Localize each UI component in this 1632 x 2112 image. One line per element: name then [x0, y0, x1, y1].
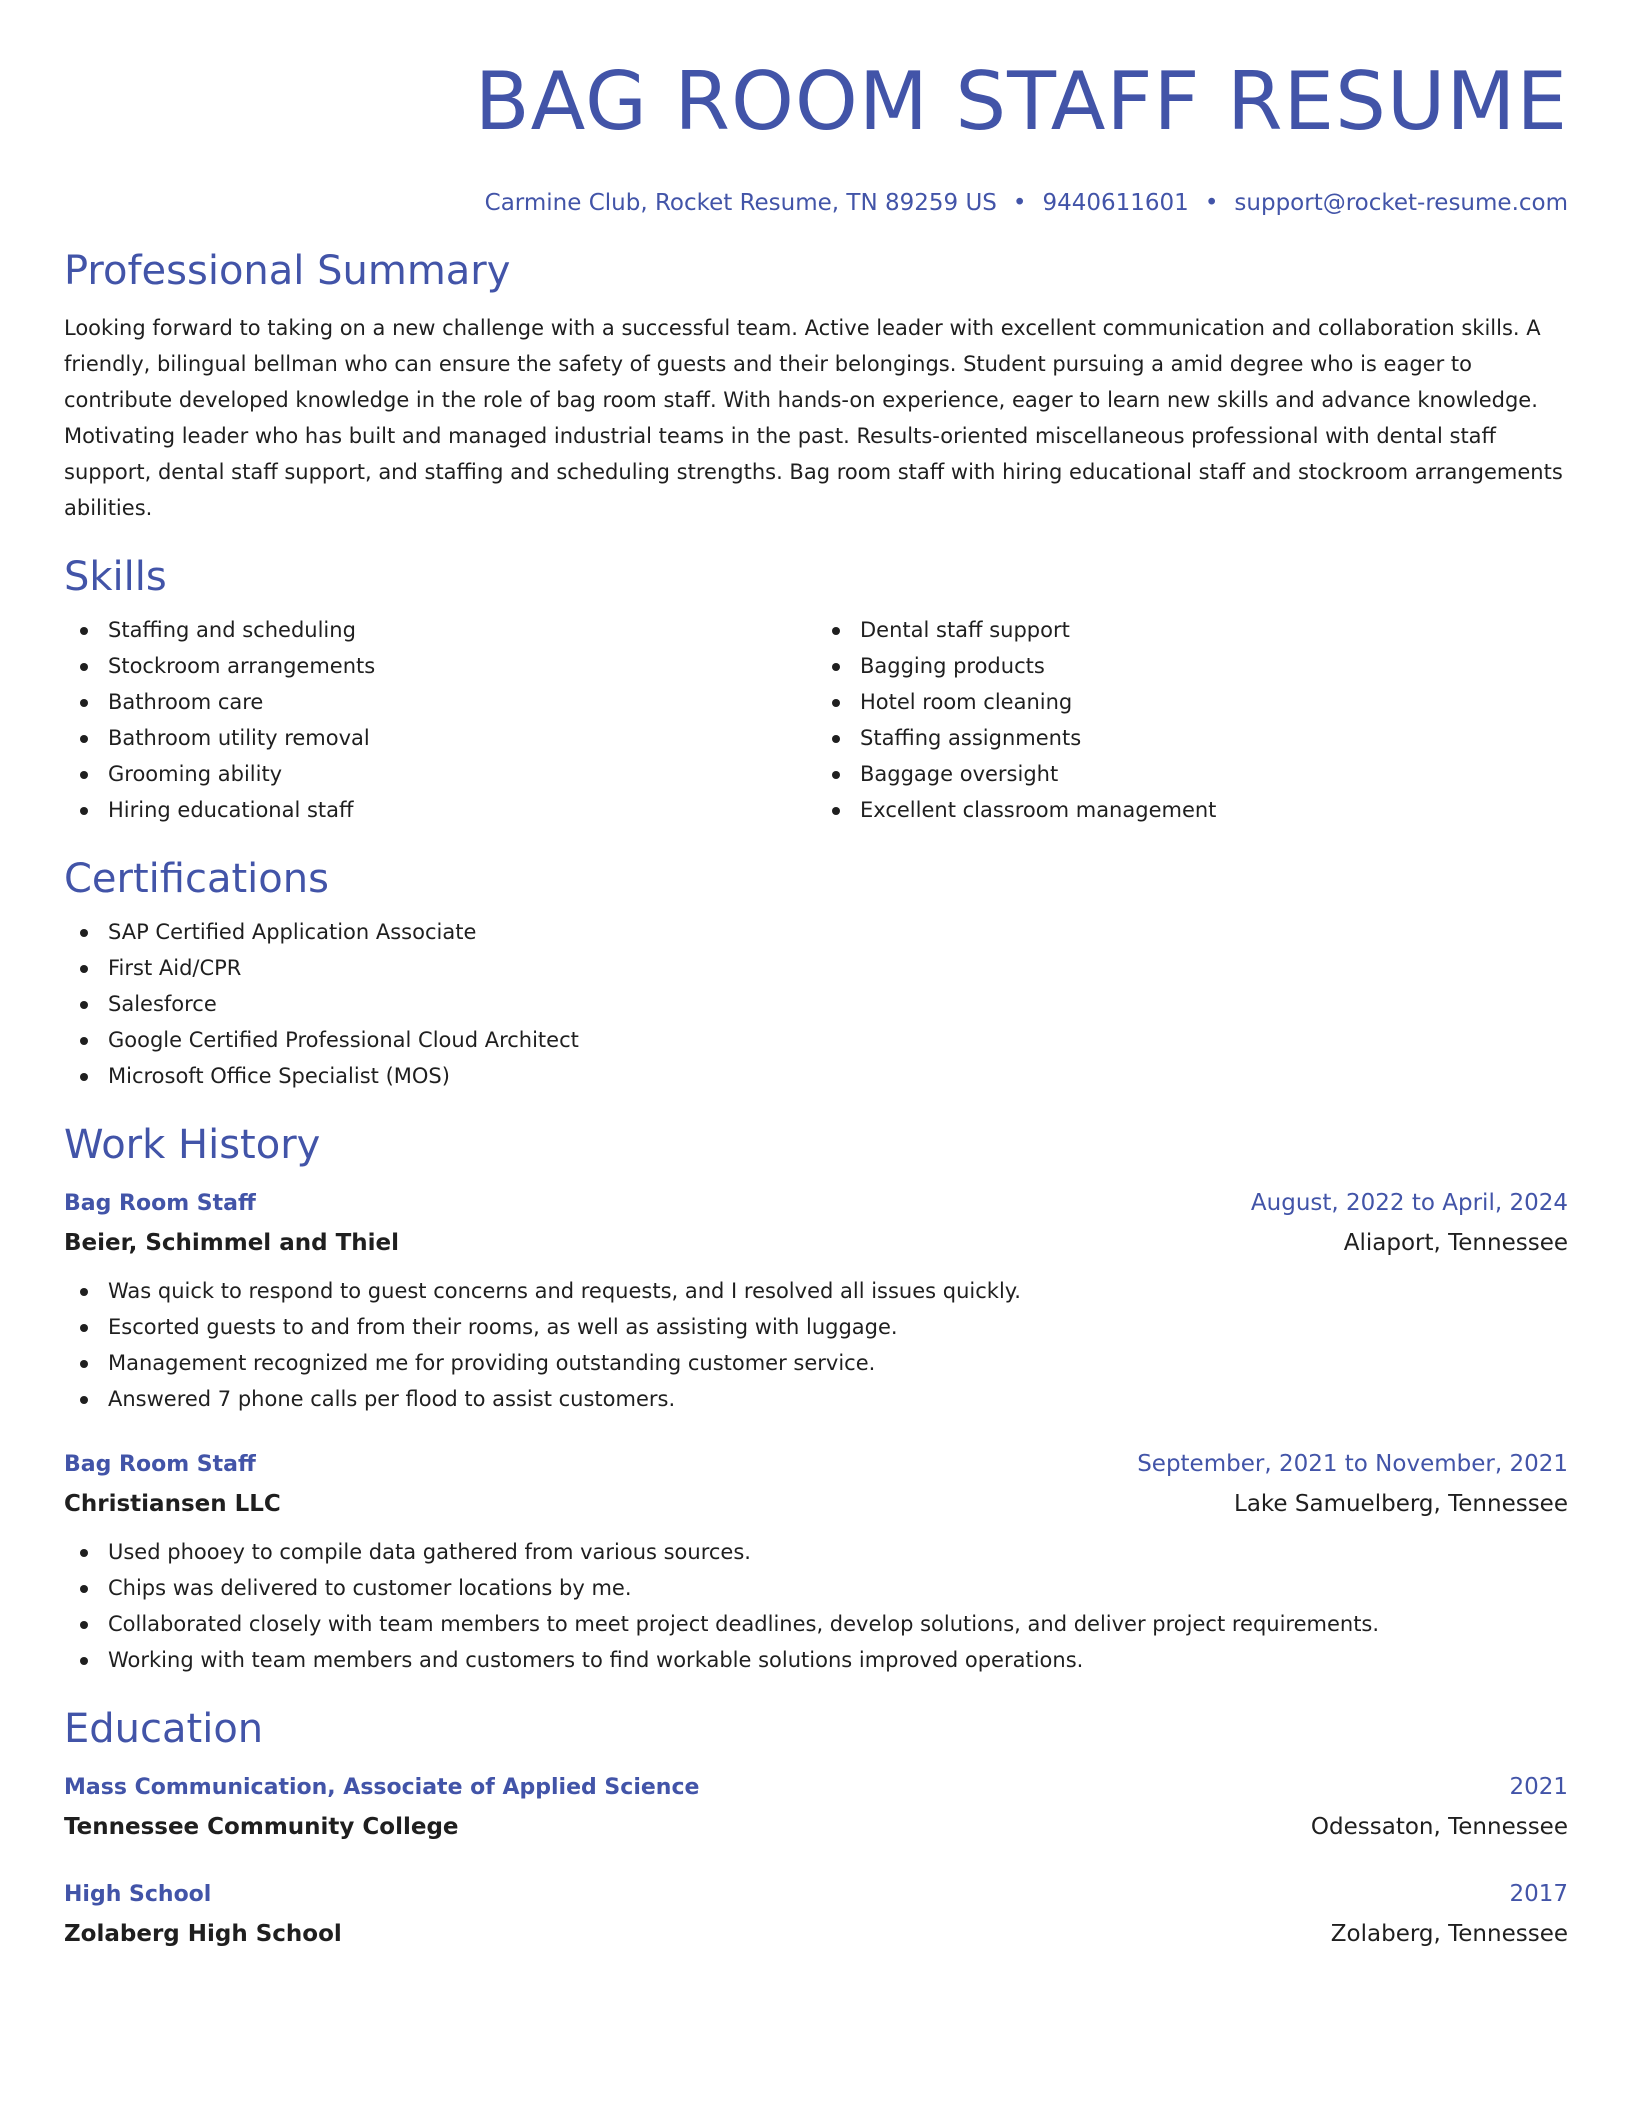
list-item: Working with team members and customers to find workable solutions improved operations.: [64, 1642, 1568, 1678]
section-heading-certifications: Certifications: [64, 856, 329, 902]
contact-address: Carmine Club, Rocket Resume, TN 89259 US: [484, 190, 997, 216]
job-entry: [64, 1445, 1568, 1678]
list-item: Excellent classroom management: [816, 792, 1568, 828]
skills-list-right: [816, 612, 1568, 828]
job-title: Bag Room Staff: [64, 1452, 256, 1477]
list-item: Escorted guests to and from their rooms, as well as assisting with luggage.: [64, 1309, 1568, 1345]
education-entry: [64, 1875, 1568, 1954]
list-item: Stockroom arrangements: [64, 648, 816, 684]
list-item: Dental staff support: [816, 612, 1568, 648]
list-item: Was quick to respond to guest concerns and requests, and I resolved all issues quickly.: [64, 1273, 1568, 1309]
education-entry: [64, 1768, 1568, 1847]
education-section: [64, 1704, 1568, 1954]
list-item: Staffing and scheduling: [64, 612, 816, 648]
list-item: Salesforce: [64, 986, 1568, 1022]
list-item: Hiring educational staff: [64, 792, 816, 828]
job-dates: September, 2021 to November, 2021: [1137, 1451, 1568, 1477]
skills-columns: [64, 612, 1568, 828]
list-item: Used phooey to compile data gathered from various sources.: [64, 1534, 1568, 1570]
work-history-section: [64, 1120, 1568, 1678]
section-heading-work-history: Work History: [64, 1122, 321, 1168]
list-item: Hotel room cleaning: [816, 684, 1568, 720]
list-item: SAP Certified Application Associate: [64, 914, 1568, 950]
list-item: Microsoft Office Specialist (MOS): [64, 1058, 1568, 1094]
education-year: 2021: [1509, 1774, 1568, 1800]
section-heading-education: Education: [64, 1706, 264, 1752]
contact-email: support@rocket-resume.com: [1234, 190, 1568, 216]
job-dates: August, 2022 to April, 2024: [1250, 1190, 1568, 1216]
skills-list-left: [64, 612, 816, 828]
job-location: Aliaport, Tennessee: [1343, 1230, 1568, 1256]
list-item: Bathroom care: [64, 684, 816, 720]
education-degree: High School: [64, 1882, 212, 1907]
section-heading-summary: Professional Summary: [64, 248, 511, 294]
certifications-list: [64, 914, 1568, 1094]
certifications-section: [64, 854, 1568, 1094]
contact-separator: •: [1204, 190, 1219, 216]
list-item: Chips was delivered to customer locations by me.: [64, 1570, 1568, 1606]
list-item: Grooming ability: [64, 756, 816, 792]
education-location: Zolaberg, Tennessee: [1330, 1921, 1568, 1947]
summary-text: Looking forward to taking on a new challenge with a successful team. Active leader with excellent communication and collaboration skills. A friendly, bilingual bellman who can ensure the safety of guests and their belongings. Student pursuing a amid degree who is eager to contribute developed knowledge in the role of bag room staff. With hands-on experience, eager to learn new skills and advance knowledge. Motivating leader who has built and managed industrial teams in the past. Results-oriented miscellaneous professional with dental staff support, dental staff support, and staffing and scheduling strengths. Bag room staff with hiring educational staff and stockroom arrangements abilities.: [64, 316, 1563, 520]
contact-info: [64, 188, 1568, 218]
skills-section: [64, 552, 1568, 828]
list-item: Management recognized me for providing outstanding customer service.: [64, 1345, 1568, 1381]
list-item: Bagging products: [816, 648, 1568, 684]
job-location: Lake Samuelberg, Tennessee: [1234, 1491, 1568, 1517]
contact-phone: 9440611601: [1042, 190, 1189, 216]
list-item: Baggage oversight: [816, 756, 1568, 792]
list-item: Staffing assignments: [816, 720, 1568, 756]
education-degree: Mass Communication, Associate of Applied Science: [64, 1775, 700, 1800]
job-company: Beier, Schimmel and Thiel: [64, 1230, 399, 1256]
job-company: Christiansen LLC: [64, 1491, 281, 1517]
list-item: First Aid/CPR: [64, 950, 1568, 986]
list-item: Answered 7 phone calls per flood to assist customers.: [64, 1381, 1568, 1417]
list-item: Google Certified Professional Cloud Architect: [64, 1022, 1568, 1058]
job-title: Bag Room Staff: [64, 1191, 256, 1216]
education-school: Tennessee Community College: [64, 1814, 459, 1840]
education-school: Zolaberg High School: [64, 1921, 342, 1947]
list-item: Collaborated closely with team members to meet project deadlines, develop solutions, and deliver project requirements.: [64, 1606, 1568, 1642]
job-entry: [64, 1184, 1568, 1417]
resume-title: BAG ROOM STAFF RESUME: [474, 55, 1568, 148]
contact-separator: •: [1012, 190, 1027, 216]
list-item: Bathroom utility removal: [64, 720, 816, 756]
education-year: 2017: [1509, 1881, 1568, 1907]
education-location: Odessaton, Tennessee: [1310, 1814, 1568, 1840]
job-bullets: [64, 1273, 1568, 1417]
job-bullets: [64, 1534, 1568, 1678]
section-heading-skills: Skills: [64, 554, 167, 600]
